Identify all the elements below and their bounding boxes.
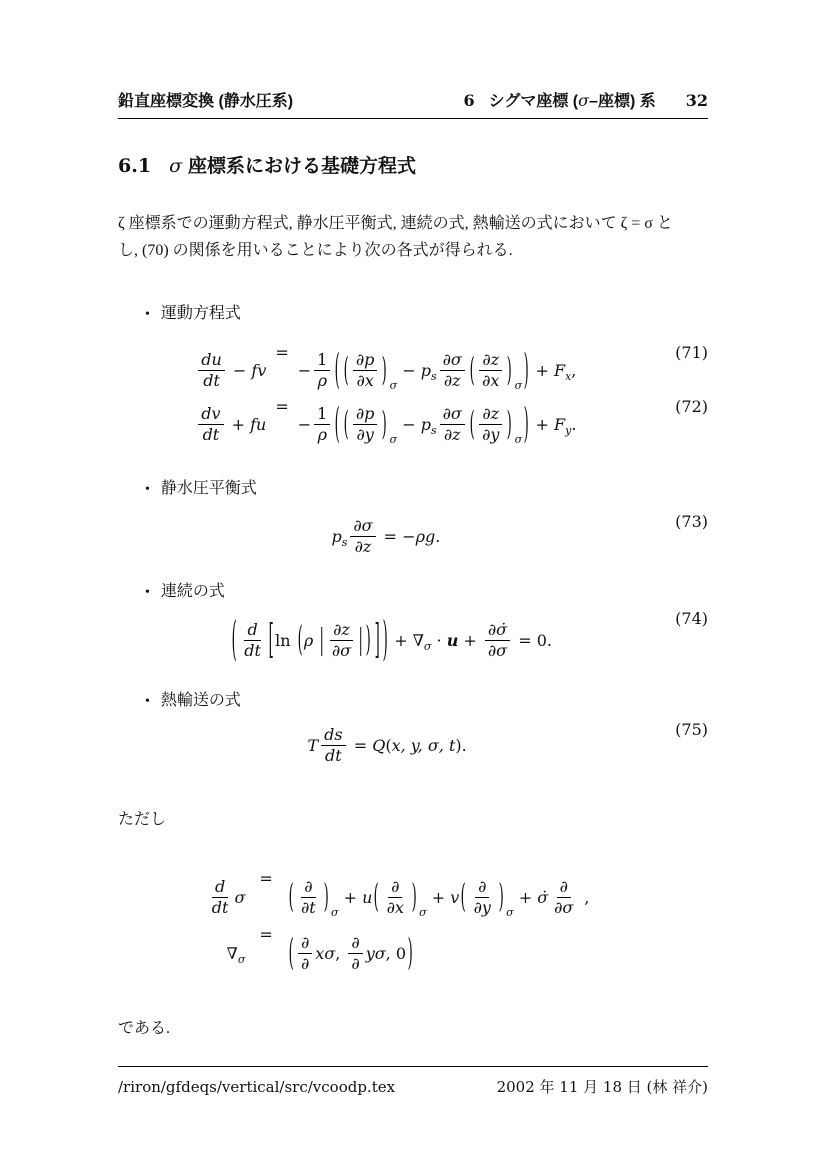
equation-tag-73: (73) (675, 512, 708, 531)
bullet-icon: • (145, 482, 150, 497)
page-footer (118, 1066, 708, 1097)
bullet-icon: • (145, 585, 150, 600)
header-running-title: 鉛直座標変換 (静水圧系) (118, 93, 294, 110)
header-section-info (464, 88, 708, 111)
equals-sign: = (275, 397, 289, 416)
bullet-item-heat (145, 687, 708, 710)
definition-2-rhs: ( ∂ ∂ xσ , ∂ ∂ yσ , 0 ) (288, 930, 413, 974)
bullet-icon: • (145, 694, 150, 709)
page-number: 32 (685, 91, 708, 110)
footer-date: 2002 年 11 月 18 日 (林 祥介) (496, 1078, 708, 1096)
equation-block-motion (118, 343, 708, 451)
equation-block-heat (118, 720, 708, 770)
header-section-title-post: –座標) 系 (589, 93, 656, 110)
equation-tag-74: (74) (675, 609, 708, 628)
intro-paragraph (118, 210, 708, 264)
definition-1-rhs: ( ∂ ∂t ) σ + u ( ∂ ∂x ) σ + v ( ∂ ∂y ) σ + σ̇ ∂ ∂σ , (288, 876, 590, 919)
header-sigma-symbol: σ (578, 91, 590, 110)
bullet-item-hydrostatic (145, 475, 708, 498)
header-section-title: シグマ座標 ( (488, 93, 579, 110)
equation-75-body: T $\frac{ds}{dt}$ = Q ( x, y, σ, t ). (307, 725, 467, 765)
section-heading (118, 151, 708, 178)
definition-2-lhs: ∇ σ (226, 943, 246, 966)
definition-1-lhs: d dt σ (211, 877, 246, 917)
equation-block-hydrostatic (118, 512, 708, 560)
equation-tag-75: (75) (675, 720, 708, 739)
equation-block-definitions (118, 869, 708, 981)
intro-line: ζ 座標系での運動方程式, 静水圧平衡式, 連続の式, 熱輸送の式において ζ = σ と (118, 215, 673, 232)
bullet-item-continuity (145, 578, 708, 601)
section-number: 6.1 (118, 155, 152, 177)
equation-72-rhs: − $\frac{1}{\rho}$ ( ( ∂p ∂y ) σ − p s ∂σ ∂z ( ∂z ∂y ) σ ) + F y . (297, 398, 577, 448)
section-sigma-symbol: σ (169, 155, 183, 177)
tadashi-text: ただし (118, 811, 167, 828)
equation-73-body: p s $\frac{\partial\sigma}{\partial z}$ = − ρg . (331, 516, 441, 556)
equation-71-rhs: − $\frac{1}{\rho}$ ( ( ∂p ∂x ) σ − p s ∂σ ∂z ( ∂z ∂x ) σ ) + F x , (297, 344, 577, 394)
equation-block-continuity (118, 609, 708, 671)
equation-72-lhs: dv dt + fu (195, 397, 266, 451)
header-section-number: 6 (463, 91, 475, 110)
equals-sign: = (275, 343, 289, 362)
equals-sign: = (259, 925, 273, 944)
equation-tag-71: (71) (675, 343, 708, 362)
intro-line: し, (70) の関係を用いることにより次の各式が得られる. (118, 242, 513, 259)
equation-74-body: ( d dt [ ln ( ρ | ∂z ∂σ | ) ] ) + ∇ σ · u + $\frac{\partial\sigmȧ}{\partial\sigma}$ = 0. (231, 611, 552, 667)
page-header (118, 88, 708, 119)
bullet-label: 連続の式 (160, 583, 225, 600)
section-title: 座標系における基礎方程式 (188, 156, 417, 177)
bullet-item-motion (145, 300, 708, 323)
equation-tag-72: (72) (675, 397, 708, 416)
bullet-label: 熱輸送の式 (160, 692, 241, 709)
footer-source-path: /riron/gfdeqs/vertical/src/vcoodp.tex (118, 1078, 396, 1096)
equals-sign: = (259, 869, 273, 888)
equation-71-lhs: du dt − fv (195, 343, 266, 397)
dearu-text: である. (118, 1020, 171, 1037)
bullet-label: 運動方程式 (160, 305, 241, 322)
bullet-label: 静水圧平衡式 (160, 480, 257, 497)
bullet-icon: • (145, 307, 150, 322)
